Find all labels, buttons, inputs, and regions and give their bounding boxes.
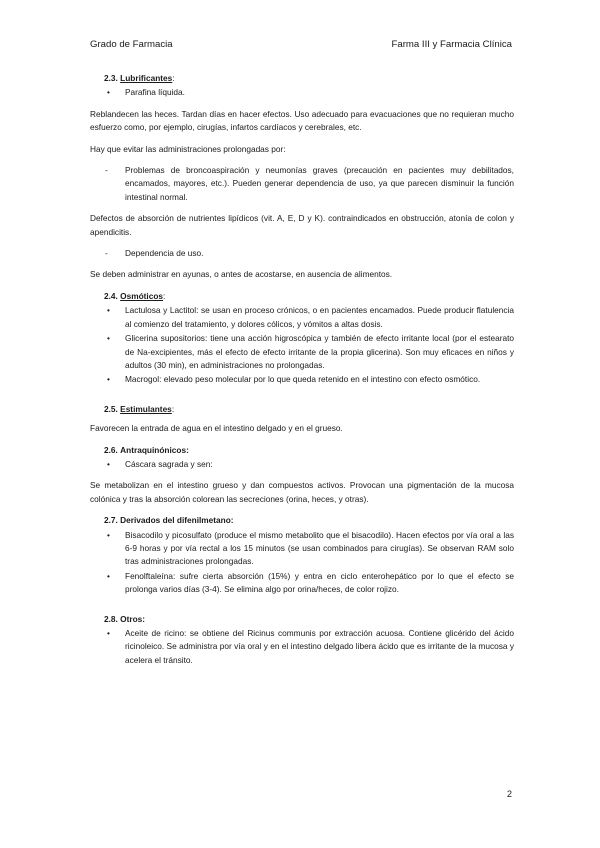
dash-list — [90, 164, 514, 204]
list-item: • Fenolftaleína: sufre cierta absorción (15%) y entra en ciclo enterohepático por lo que el efecto se prolonga varios días (3-4). Se elimina algo por orina/heces, de color rojizo. — [107, 570, 514, 595]
list-difenilmetano — [90, 529, 514, 597]
header-right: Farma III y Farmacia Clínica — [391, 39, 512, 50]
list-antraquinonicos — [90, 458, 514, 471]
paragraph: Se deben administrar en ayunas, o antes de acostarse, en ausencia de alimentos. — [90, 269, 393, 280]
dash-marker: - — [105, 165, 108, 176]
paragraph: Reblandecen las heces. Tardan días en hacer efectos. Uso adecuado para evacuaciones que no requieran mucho esfuerzo como, por ejemplo, cirugías, infartos cardíacos y cerebrales, etc. — [90, 108, 514, 133]
list-item: • Parafina líquida. — [90, 86, 514, 99]
heading-estimulantes: 2.5. Estimulantes: — [104, 403, 175, 414]
page-content — [90, 72, 514, 675]
header-left: Grado de Farmacia — [90, 39, 173, 50]
list-osmoticos — [90, 304, 514, 386]
list-item: - Dependencia de uso. — [90, 247, 514, 260]
bullet-marker: • — [107, 374, 110, 385]
paragraph: Defectos de absorción de nutrientes lipídicos (vit. A, E, D y K). contraindicados en obstrucción, atonía de colon y apendicitis. — [90, 213, 514, 237]
heading-otros: 2.8. Otros: — [104, 613, 146, 624]
bullet-marker: • — [107, 333, 110, 344]
list-item: • Cáscara sagrada y sen: — [90, 458, 514, 471]
bullet-marker: • — [107, 87, 110, 98]
bullet-marker: • — [107, 305, 110, 316]
dash-list — [90, 247, 514, 260]
page-number: 2 — [506, 789, 512, 799]
heading-lubrificantes: 2.3. Lubrificantes: — [104, 73, 175, 83]
list-item: • Lactulosa y Lactitol: se usan en proceso crónicos, o en pacientes encamados. Puede producir flatulencia al comienzo del tratamiento, y dolores cólicos, y vómitos a altas dosis. — [107, 305, 514, 329]
heading-difenilmetano: 2.7. Derivados del difenilmetano: — [104, 515, 234, 526]
heading-antraquinonicos: 2.6. Antraquinónicos: — [104, 444, 189, 455]
bullet-marker: • — [107, 570, 110, 581]
paragraph: Hay que evitar las administraciones prolongadas por: — [90, 143, 286, 154]
dash-marker: - — [105, 248, 108, 259]
paragraph: Favorecen la entrada de agua en el intestino delgado y en el grueso. — [90, 423, 343, 434]
list-otros — [90, 627, 514, 667]
list-item: • Aceite de ricino: se obtiene del Ricinus communis por extracción acuosa. Contiene glicérido del ácido ricinoleico. Se administra por vía oral y en el intestino delgado libera ácido que es irritante de la mucosa y acelera el tránsito. — [107, 628, 514, 665]
bullet-marker: • — [107, 529, 110, 540]
paragraph: Se metabolizan en el intestino grueso y dan compuestos activos. Provocan una pigmentación de la mucosa colónica y tras la absorción colorean las secreciones (orina, heces, y otras). — [90, 480, 514, 504]
bullet-marker: • — [107, 458, 110, 469]
bullet-marker: • — [107, 628, 110, 638]
list-item: • Macrogol: elevado peso molecular por lo que queda retenido en el intestino con efecto osmótico. — [90, 373, 514, 386]
list-item: • Glicerina supositorios: tiene una acción higroscópica y también de efecto irritante local (por el estearato de Na-excipientes, más el efecto de efecto irritante de la propia glicerina). Son muy eficaces en niños y adultos (30 min), en administraciones no prolongadas. — [107, 333, 514, 370]
list-item: • Bisacodilo y picosulfato (produce el mismo metabolito que el bisacodilo). Hacen efectos por vía oral a las 6-9 horas y por vía rectal a los 15 minutos (se usan combinados para cirugías). Se observan RAM solo tras administraciones prolongadas. — [107, 529, 514, 567]
list-lubrificantes — [90, 86, 514, 99]
list-item: - Problemas de broncoaspiración y neumonías graves (precaución en pacientes muy debilitados, encamados, mayores, etc.). Pueden generar dependencia de uso, ya que parecen disminuir la función intestinal normal. — [105, 165, 514, 202]
heading-osmoticos: 2.4. Osmóticos: — [104, 290, 166, 301]
